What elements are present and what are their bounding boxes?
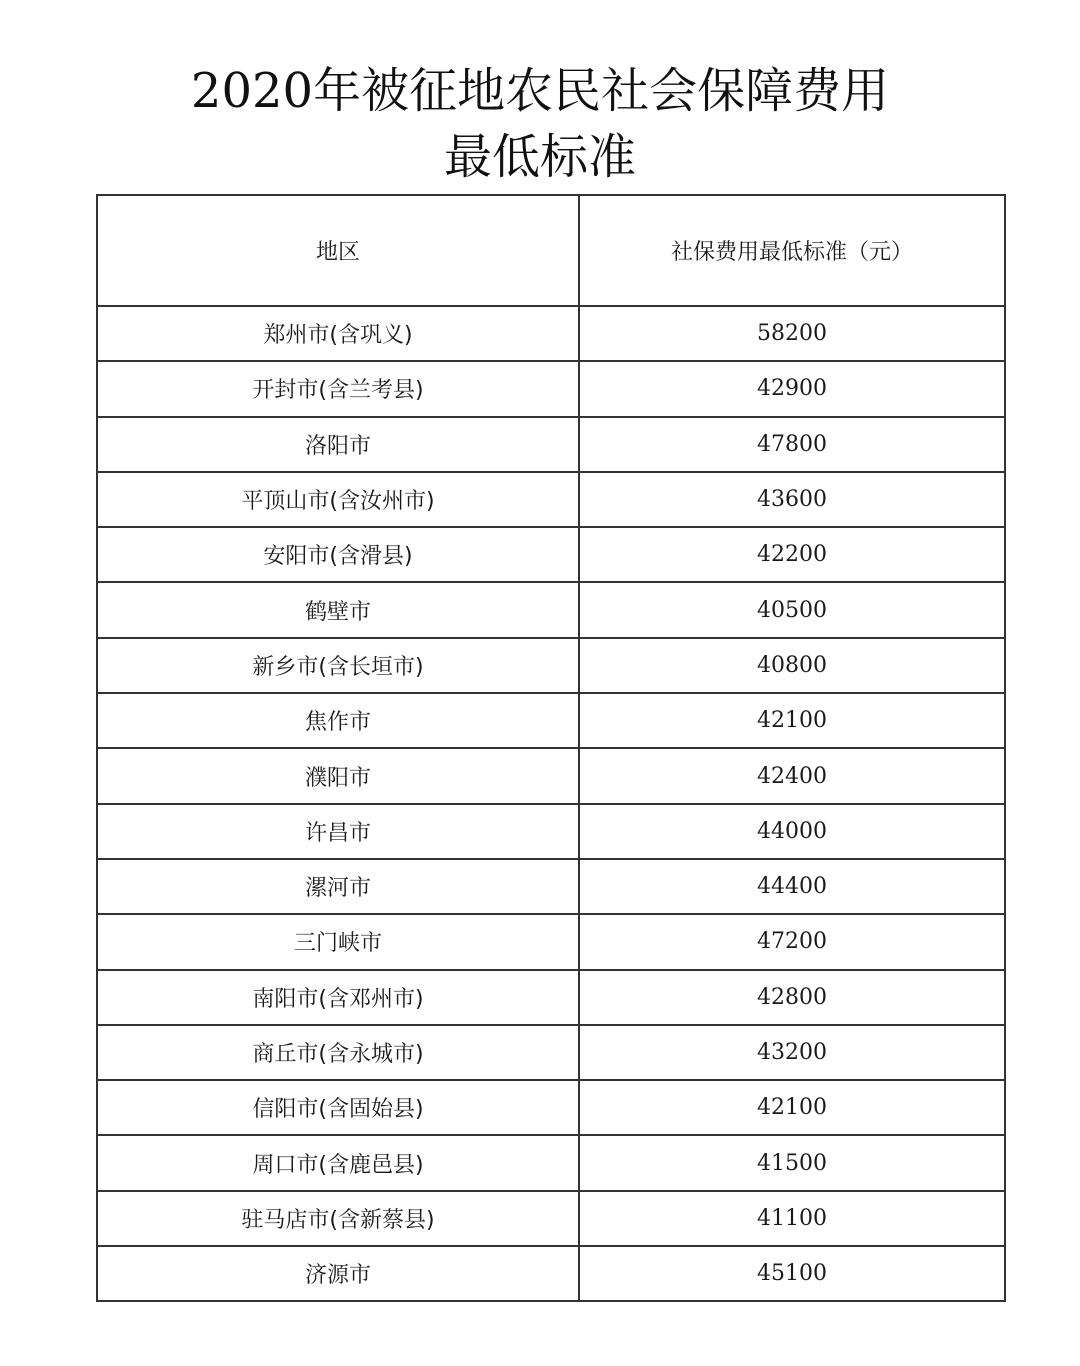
page-title-line1: 2020年被征地农民社会保障费用 <box>190 63 890 119</box>
region-cell: 平顶山市(含汝州市) <box>97 472 579 527</box>
table-row <box>97 1246 1005 1301</box>
value-cell: 40800 <box>579 638 1005 693</box>
value-cell: 44400 <box>579 859 1005 914</box>
table-row <box>97 970 1005 1025</box>
table-row <box>97 306 1005 361</box>
table-row <box>97 914 1005 969</box>
value-cell: 47800 <box>579 417 1005 472</box>
value-cell: 47200 <box>579 914 1005 969</box>
table-row <box>97 1025 1005 1080</box>
region-cell: 商丘市(含永城市) <box>97 1025 579 1080</box>
table-row <box>97 804 1005 859</box>
region-cell: 洛阳市 <box>97 417 579 472</box>
region-cell: 郑州市(含巩义) <box>97 306 579 361</box>
region-cell: 驻马店市(含新蔡县) <box>97 1191 579 1246</box>
value-cell: 42900 <box>579 361 1005 416</box>
table-row <box>97 1080 1005 1135</box>
table-row <box>97 527 1005 582</box>
value-cell: 42100 <box>579 693 1005 748</box>
page-title-line2: 最低标准 <box>443 129 636 185</box>
region-cell: 鹤壁市 <box>97 582 579 637</box>
value-cell: 45100 <box>579 1246 1005 1301</box>
region-cell: 济源市 <box>97 1246 579 1301</box>
table-row <box>97 472 1005 527</box>
table-row <box>97 748 1005 803</box>
region-cell: 濮阳市 <box>97 748 579 803</box>
value-cell: 42800 <box>579 970 1005 1025</box>
table-row <box>97 693 1005 748</box>
value-cell: 58200 <box>579 306 1005 361</box>
value-cell: 42400 <box>579 748 1005 803</box>
region-cell: 三门峡市 <box>97 914 579 969</box>
region-cell: 漯河市 <box>97 859 579 914</box>
table-row <box>97 859 1005 914</box>
region-cell: 信阳市(含固始县) <box>97 1080 579 1135</box>
region-cell: 新乡市(含长垣市) <box>97 638 579 693</box>
region-cell: 安阳市(含滑县) <box>97 527 579 582</box>
value-cell: 44000 <box>579 804 1005 859</box>
table-body <box>97 306 1005 1301</box>
value-cell: 42200 <box>579 527 1005 582</box>
value-cell: 40500 <box>579 582 1005 637</box>
value-cell: 43600 <box>579 472 1005 527</box>
table-row <box>97 417 1005 472</box>
table-row <box>97 1191 1005 1246</box>
region-cell: 周口市(含鹿邑县) <box>97 1135 579 1190</box>
table-row <box>97 1135 1005 1190</box>
value-cell: 43200 <box>579 1025 1005 1080</box>
header-standard: 社保费用最低标准（元） <box>579 195 1005 306</box>
table-row <box>97 638 1005 693</box>
value-cell: 41500 <box>579 1135 1005 1190</box>
table-header-row <box>97 195 1005 306</box>
region-cell: 许昌市 <box>97 804 579 859</box>
value-cell: 42100 <box>579 1080 1005 1135</box>
header-region: 地区 <box>97 195 579 306</box>
standards-table <box>96 194 1006 1302</box>
value-cell: 41100 <box>579 1191 1005 1246</box>
table-row <box>97 361 1005 416</box>
region-cell: 南阳市(含邓州市) <box>97 970 579 1025</box>
region-cell: 焦作市 <box>97 693 579 748</box>
table-row <box>97 582 1005 637</box>
region-cell: 开封市(含兰考县) <box>97 361 579 416</box>
